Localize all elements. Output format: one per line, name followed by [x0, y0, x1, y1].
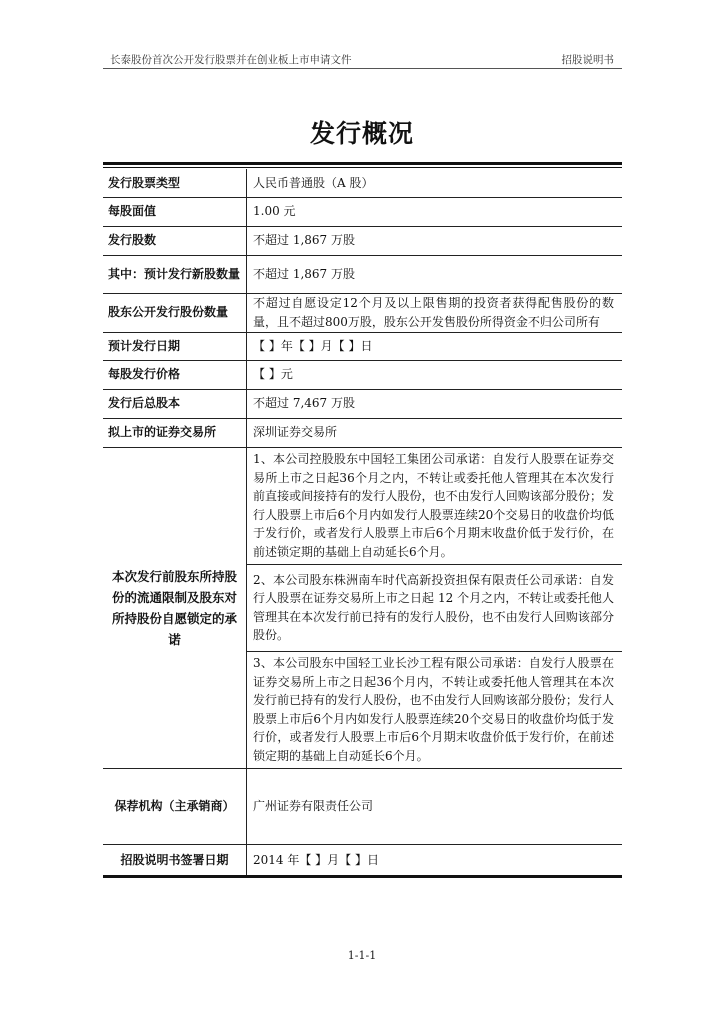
- table-row: [103, 197, 622, 226]
- table-row: [103, 293, 622, 332]
- lockup-commitment-1: 1、本公司控股股东中国轻工集团公司承诺：自发行人股票在证券交易所上市之日起36个月之内，不转让或委托他人管理其在本次发行前直接或间接持有的发行人股份，也不由发行人回购该部分股份；发行人股票上市后6个月内如发行人股票连续20个交易日的收盘价均低于发行价，或者发行人股票上市后6个月期末收盘价低于发行价，在前述锁定期的基础上自动延长6个月。: [247, 447, 623, 564]
- header-section-name: 招股说明书: [561, 54, 614, 66]
- lockup-row-1: [103, 447, 622, 564]
- table-row: [103, 360, 622, 389]
- row-value: 不超过自愿设定12个月及以上限售期的投资者获得配售股份的数量，且不超过800万股，股东公开发售股份所得资金不归公司所有: [247, 293, 623, 332]
- row-value: 不超过 7,467 万股: [247, 389, 623, 418]
- row-label: 预计发行日期: [103, 332, 247, 360]
- row-value: 人民币普通股（A 股）: [247, 169, 623, 197]
- page-number: 1-1-1: [347, 949, 377, 962]
- row-label: 每股面值: [103, 197, 247, 226]
- signing-value: 2014 年【 】月【 】日: [247, 844, 623, 876]
- lockup-commitment-2: 2、本公司股东株洲南车时代高新投资担保有限责任公司承诺：自发行人股票在证券交易所上市之日起 12 个月之内，不转让或委托他人管理其在本次发行前已持有的发行人股份，也不由发行人回购该部分股份。: [247, 564, 623, 651]
- table-row: [103, 844, 622, 876]
- table-top-rule-thin: [103, 167, 622, 168]
- lockup-commitment-3: 3、本公司股东中国轻工业长沙工程有限公司承诺：自发行人股票在证券交易所上市之日起36个月内，不转让或委托他人管理其在本次发行前已持有的发行人股份，也不由发行人回购该部分股份；发行人股票上市后6个月内如发行人股票连续20个交易日的收盘价均低于发行价，或者发行人股票上市后6个月期末收盘价低于发行价，在前述锁定期的基础上自动延长6个月。: [247, 651, 623, 768]
- table-row: [103, 389, 622, 418]
- row-label: 拟上市的证券交易所: [103, 418, 247, 447]
- row-label: 每股发行价格: [103, 360, 247, 389]
- table-row: [103, 768, 622, 844]
- page-header: [103, 50, 622, 69]
- row-value: 不超过 1,867 万股: [247, 226, 623, 255]
- table-top-rule-thick: [103, 162, 622, 165]
- table-row: [103, 226, 622, 255]
- row-label: 发行股票类型: [103, 169, 247, 197]
- row-label: 发行股数: [103, 226, 247, 255]
- lockup-label: 本次发行前股东所持股份的流通限制及股东对所持股份自愿锁定的承诺: [103, 447, 247, 768]
- row-value: 深圳证券交易所: [247, 418, 623, 447]
- row-value: 1.00 元: [247, 197, 623, 226]
- row-value: 不超过 1,867 万股: [247, 255, 623, 293]
- table-row: [103, 418, 622, 447]
- header-document-title: 长泰股份首次公开发行股票并在创业板上市申请文件: [110, 54, 352, 66]
- sponsor-label: 保荐机构（主承销商）: [103, 768, 247, 844]
- row-value: 【 】元: [247, 360, 623, 389]
- row-value: 【 】年【 】月【 】日: [247, 332, 623, 360]
- table-row: [103, 332, 622, 360]
- table-bottom-rule-thick: [103, 875, 622, 878]
- table-row: [103, 169, 622, 197]
- table-row: [103, 255, 622, 293]
- sponsor-value: 广州证券有限责任公司: [247, 768, 623, 844]
- page-title: 发行概况: [309, 119, 414, 148]
- row-label: 股东公开发行股份数量: [103, 293, 247, 332]
- row-label: 其中：预计发行新股数量: [103, 255, 247, 293]
- row-label: 发行后总股本: [103, 389, 247, 418]
- offering-overview-table: [103, 169, 622, 877]
- signing-label: 招股说明书签署日期: [103, 844, 247, 876]
